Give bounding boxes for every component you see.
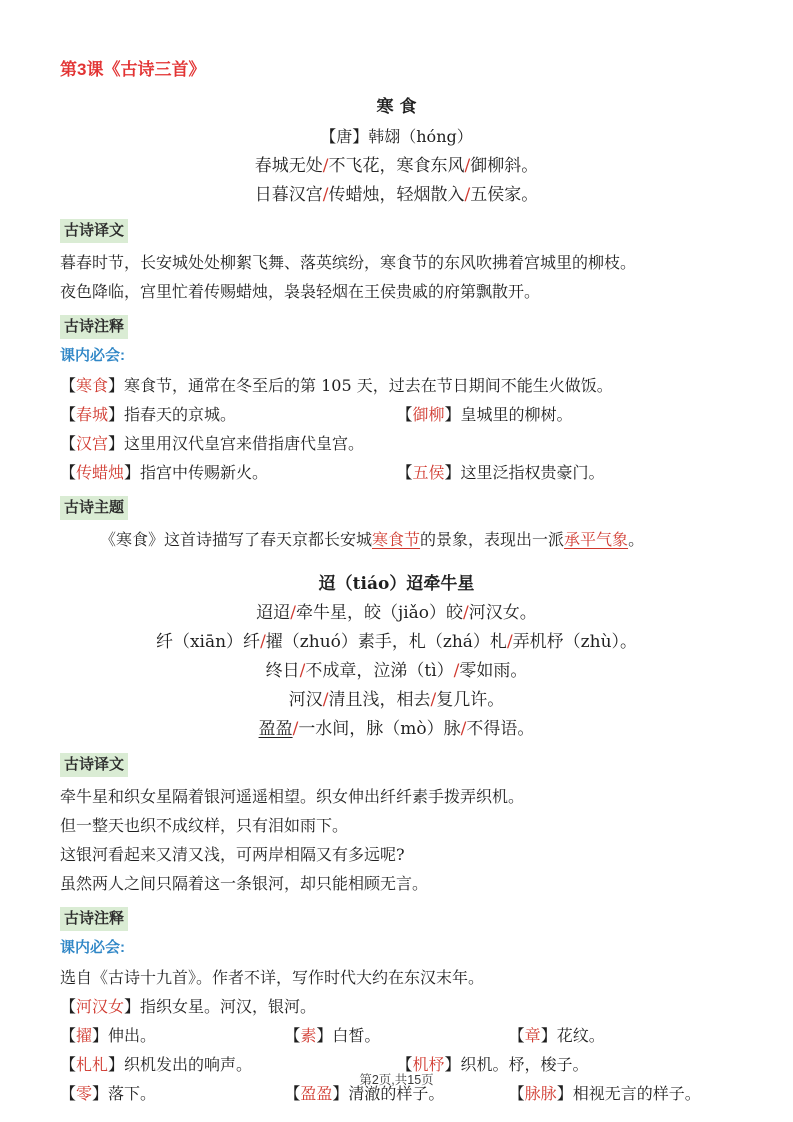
note-entry: 【零】落下。 [60,1084,157,1103]
note-entry: 【河汉女】指织女星。河汉，银河。 [60,997,317,1016]
highlighted-text: / [463,603,469,623]
highlighted-text: / [506,632,513,652]
translation-line: 牵牛星和织女星隔着银河遥遥相望。织女伸出纤纤素手拨弄织机。 [60,787,525,806]
highlighted-text: / [464,185,471,205]
note-entry: 【脉脉】相视无言的样子。 [508,1084,701,1103]
highlighted-text: / [292,719,299,739]
note-term: 汉宫 [76,434,109,453]
text-segment: 一水间，脉（mò）脉 [298,719,461,739]
highlighted-text: 寒食节 [372,530,421,549]
annotation-label: 古诗注释 [60,907,128,931]
must-know-heading: 课内必会: [60,347,125,364]
note-row [60,1021,733,1050]
note-term: 素 [300,1026,317,1045]
note-term: 札札 [76,1055,109,1074]
poem1-theme [60,525,733,555]
text-segment: 擢（zhuó）素手，札（zhá）札 [265,632,507,652]
poem2-notes [60,992,733,1108]
text-segment: 御柳斜。 [470,156,539,176]
text-segment: 。 [628,530,645,549]
note-term: 脉脉 [524,1084,557,1103]
poem2-translation-label-row [60,753,733,777]
note-row [60,400,733,429]
note-entry: 【五侯】这里泛指权贵豪门。 [396,463,605,482]
text-segment: 迢迢 [256,603,291,623]
note-entry: 【擢】伸出。 [60,1026,157,1045]
highlighted-text: / [430,690,437,710]
text-segment: 传蜡烛，轻烟散入 [328,185,465,205]
poem1-author: 【唐】韩翃（hóng） [320,127,473,146]
poem1-translation [60,248,733,306]
poem-verse-line [60,715,733,744]
poem1-block [60,92,733,210]
highlighted-text: 承平气象 [564,530,629,549]
note-row [60,458,733,487]
note-term: 寒食 [76,376,109,395]
poem-verse-line [60,657,733,686]
theme-label-row [60,496,733,520]
note-term: 章 [524,1026,541,1045]
poem1-translation-label-row [60,219,733,243]
highlighted-text: / [290,603,296,623]
text-segment: 零如雨。 [459,661,528,681]
poem1-title: 寒 食 [376,97,417,117]
text-segment: 日暮汉宫 [254,185,323,205]
text-segment: 牵牛星，皎（jiǎo）皎 [295,603,464,623]
note-entry: 【素】白皙。 [284,1026,381,1045]
note-term: 春城 [76,405,109,424]
highlighted-text: / [453,661,460,681]
poem-verse-line [60,181,733,210]
poem1-notes [60,371,733,487]
note-entry: 【寒食】寒食节，通常在冬至后的第 105 天，过去在节日期间不能生火做饭。 [60,376,613,395]
note-term: 机杼 [412,1055,445,1074]
text-segment: 终日 [265,661,300,681]
note-entry: 【章】花纹。 [508,1026,605,1045]
poem2-block [60,569,733,744]
note-term: 传蜡烛 [76,463,125,482]
must-know-heading: 课内必会: [60,939,125,956]
poem2-verses [60,599,733,744]
text-segment: 不飞花，寒食东风 [328,156,465,176]
note-row [60,371,733,400]
theme-label: 古诗主题 [60,496,128,520]
text-segment: 弄机杼（zhù）。 [512,632,638,652]
text-segment: 《寒食》这首诗描写了春天京都长安城 [100,530,373,549]
text-segment: 不成章，泣涕（tì） [305,661,454,681]
highlighted-text: / [322,690,329,710]
annotation-label: 古诗注释 [60,315,128,339]
text-segment: 纤（xiān）纤 [155,632,261,652]
translation-line: 暮春时节，长安城处处柳絮飞舞、落英缤纷，寒食节的东风吹拂着宫城里的柳枝。 [60,253,637,272]
translation-line: 但一整天也织不成纹样，只有泪如雨下。 [60,816,349,835]
highlighted-text: / [322,156,329,176]
note-entry: 【御柳】皇城里的柳树。 [396,405,573,424]
text-segment: 河汉女。 [468,603,537,623]
text-segment: 五侯家。 [470,185,539,205]
text-segment: 不得语。 [466,719,535,739]
note-entry: 【汉宫】这里用汉代皇宫来借指唐代皇宫。 [60,434,365,453]
lesson-title: 第3课《古诗三首》 [60,60,206,79]
note-entry: 【机杼】织机。杼，梭子。 [396,1055,589,1074]
poem-verse-line [60,152,733,181]
text-segment: 的景象，表现出一派 [420,530,565,549]
note-entry: 【春城】指春天的京城。 [60,405,237,424]
highlighted-text: / [460,719,467,739]
text-segment: 河汉 [288,690,323,710]
poem2-source-note: 选自《古诗十九首》。作者不详，写作时代大约在东汉末年。 [60,968,485,987]
note-term: 擢 [76,1026,93,1045]
translation-line: 这银河看起来又清又浅，可两岸相隔又有多远呢? [60,845,405,864]
poem2-annotation-label-row [60,907,733,931]
note-term: 零 [76,1084,93,1103]
poem-verse-line [60,628,733,657]
poem-verse-line [60,686,733,715]
note-term: 盈盈 [300,1084,333,1103]
translation-line: 虽然两人之间只隔着这一条银河，却只能相顾无言。 [60,874,429,893]
highlighted-text: / [260,632,266,652]
text-segment: 复几许。 [436,690,505,710]
note-row [60,992,733,1021]
note-entry: 【传蜡烛】指宫中传赐新火。 [60,463,269,482]
translation-label: 古诗译文 [60,219,128,243]
translation-line: 夜色降临，宫里忙着传赐蜡烛，袅袅轻烟在王侯贵戚的府第飘散开。 [60,282,541,301]
page-footer: 第2页,共15页 [359,1073,434,1087]
poem2-translation [60,782,733,898]
text-segment: 清且浅，相去 [328,690,431,710]
highlighted-text: / [322,185,329,205]
text-segment: 盈盈 [258,719,293,739]
note-term: 御柳 [412,405,445,424]
poem-verse-line [60,599,733,628]
note-entry: 【札札】织机发出的响声。 [60,1055,253,1074]
poem1-verses [60,152,733,210]
text-segment: 春城无处 [254,156,323,176]
translation-label: 古诗译文 [60,753,128,777]
highlighted-text: / [299,661,306,681]
note-row [60,429,733,458]
note-entry: 【盈盈】清澈的样子。 [284,1084,445,1103]
poem1-annotation-label-row [60,315,733,339]
highlighted-text: / [464,156,471,176]
note-term: 河汉女 [76,997,125,1016]
note-term: 五侯 [412,463,445,482]
poem2-title: 迢（tiáo）迢牵牛星 [318,574,475,594]
